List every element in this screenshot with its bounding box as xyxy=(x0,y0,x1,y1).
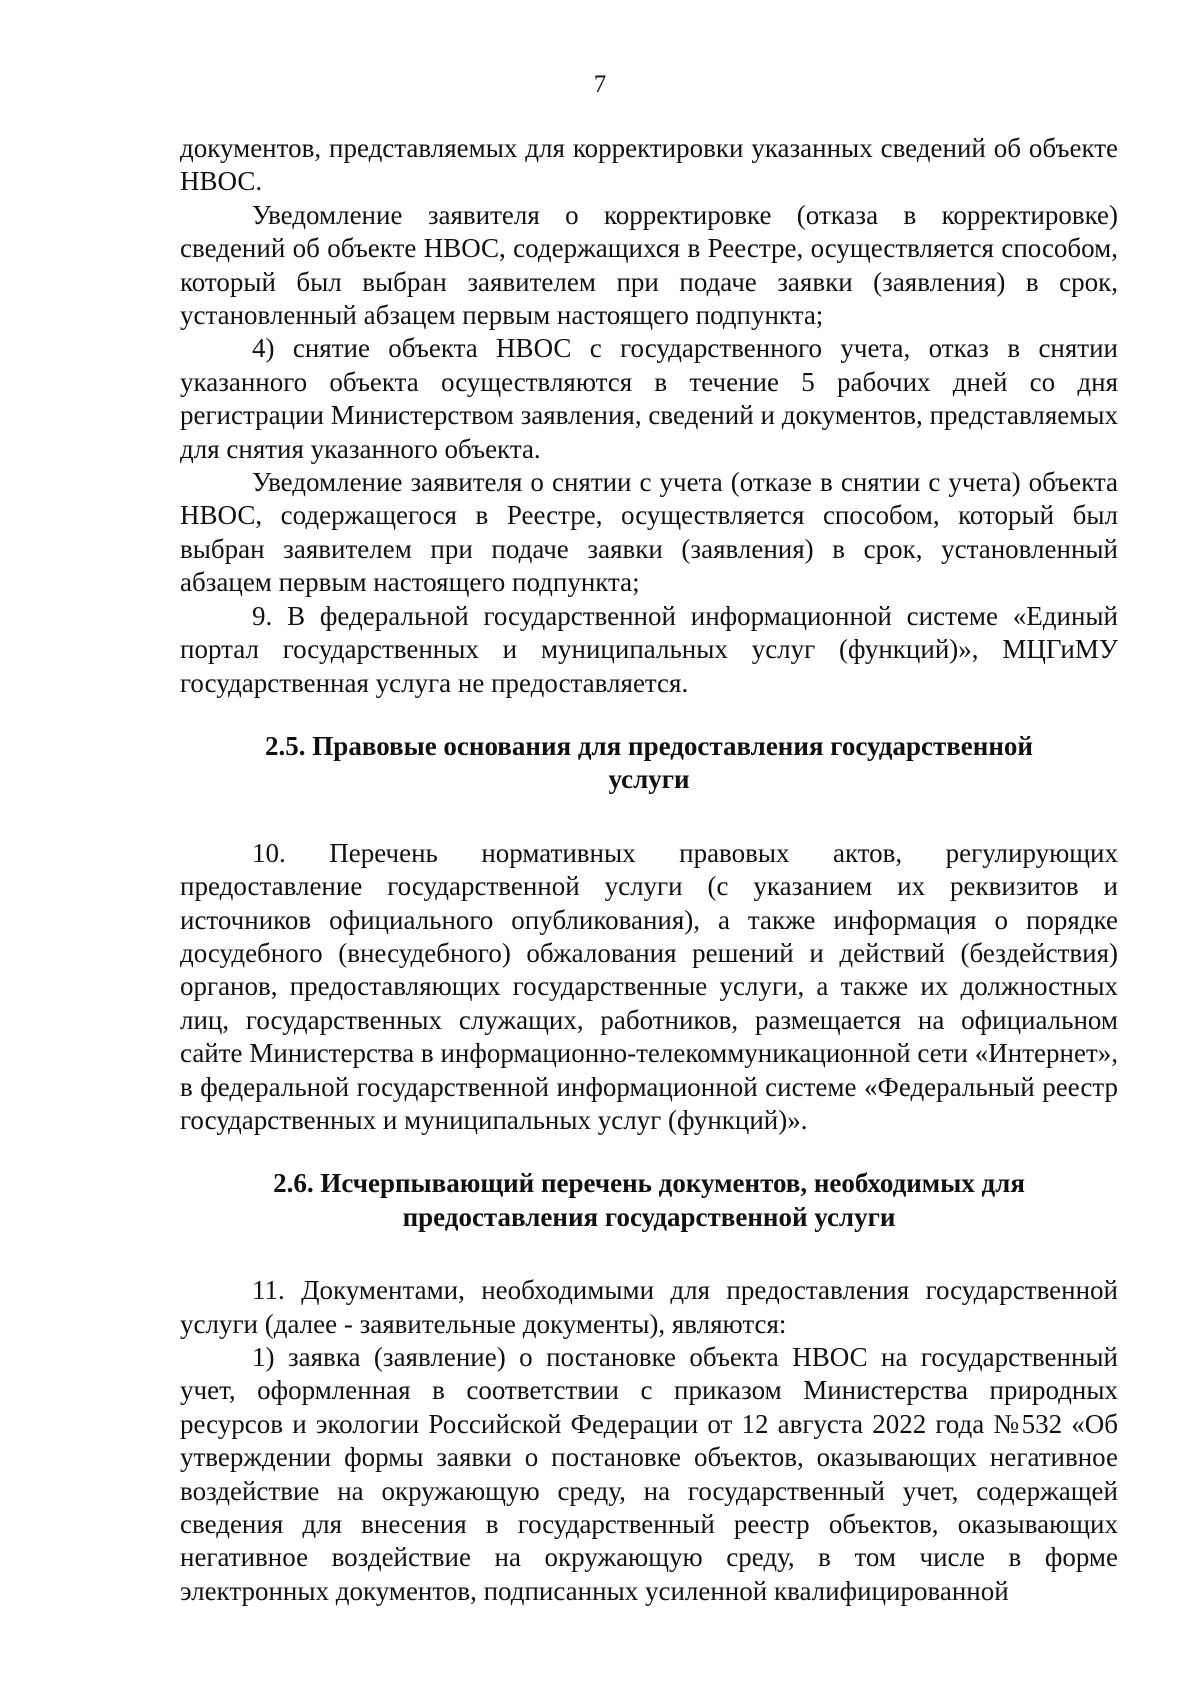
spacer xyxy=(180,1137,1118,1167)
paragraph-item-10: 10. Перечень нормативных правовых актов, регулирующих предоставление государственной услуги (с указанием их реквизитов и источников официального опубликования), а также информация о порядке досудебного (внесудебного) обжалования решений и действий (бездействия) органов, предоставляющих государственные услуги, а также их должностных лиц, государственных служащих, работников, размещается на официальном сайте Министерства в информационно-телекоммуникационной сети «Интернет», в федеральной государственной информационной системе «Федеральный реестр государственных и муниципальных услуг (функций)». xyxy=(180,837,1118,1135)
paragraph-notification-removal: Уведомление заявителя о снятии с учета (отказе в снятии с учета) объекта НВОС, содержащегося в Реестре, осуществляется способом, который был выбран заявителем при подаче заявки (заявления) в срок, установленный абзацем первым настоящего подпункта; xyxy=(180,467,1118,598)
section-heading-2-5: 2.5. Правовые основания для предоставления государственной услуги xyxy=(265,730,1033,795)
paragraph-item-11-1: 1) заявка (заявление) о постановке объекта НВОС на государственный учет, оформленная в соответствии с приказом Министерства природных ресурсов и экологии Российской Федерации от 12 августа 2022 года №532 «Об утверждении формы заявки о постановке объектов, оказывающих негативное воздействие на окружающую среду, на государственный учет, содержащей сведения для внесения в государственный реестр объектов, оказывающих негативное воздействие на окружающую среду, в том числе в форме электронных документов, подписанных усиленной квалифицированной xyxy=(180,1342,1118,1606)
page-number: 7 xyxy=(593,71,607,98)
document-body xyxy=(180,132,1118,1608)
paragraph-notification-correction: Уведомление заявителя о корректировке (отказа в корректировке) сведений об объекте НВОС, содержащихся в Реестре, осуществляется способом, который был выбран заявителем при подаче заявки (заявления) в срок, установленный абзацем первым настоящего подпункта; xyxy=(180,199,1118,331)
paragraph-item-9: 9. В федеральной государственной информационной системе «Единый портал государственных и муниципальных услуг (функций)», МЦГиМУ государственная услуга не предоставляется. xyxy=(180,600,1118,698)
spacer xyxy=(180,797,1118,837)
section-heading-2-6: 2.6. Исчерпывающий перечень документов, необходимых для предоставления государственной услуги xyxy=(273,1168,1025,1232)
paragraph-continuation: документов, представляемых для корректировки указанных сведений об объекте НВОС. xyxy=(180,133,1118,197)
spacer xyxy=(180,700,1118,730)
paragraph-item-4: 4) снятие объекта НВОС с государственного учета, отказ в снятии указанного объекта осуществляются в течение 5 рабочих дней со дня регистрации Министерством заявления, сведений и документов, представляемых для снятия указанного объекта. xyxy=(180,333,1118,464)
paragraph-item-11: 11. Документами, необходимыми для предоставления государственной услуги (далее - заявительные документы), являются: xyxy=(180,1275,1118,1339)
spacer xyxy=(180,1234,1118,1274)
